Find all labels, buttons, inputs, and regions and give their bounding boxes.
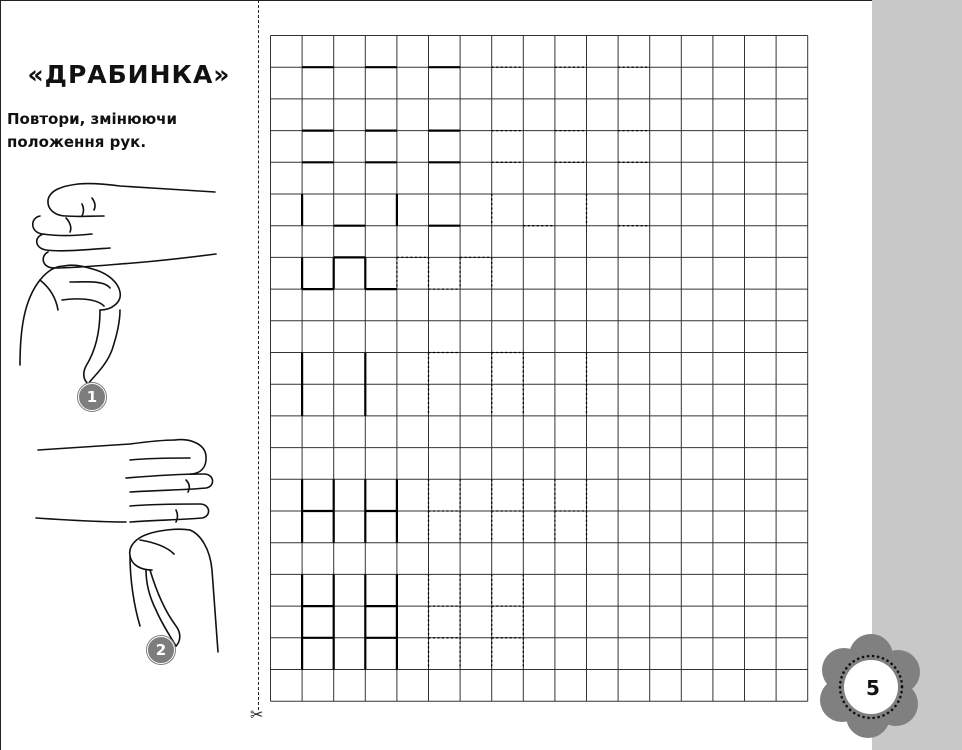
instruction-line-1: Повтори, змінюючи <box>7 110 177 128</box>
hand-position-2-icon <box>36 440 218 652</box>
instruction-line-2: положення рук. <box>7 133 147 151</box>
page-title: «ДРАБИНКА» <box>27 60 231 89</box>
hand-position-1-icon <box>20 184 216 384</box>
cut-line <box>258 0 259 710</box>
grid-lines <box>271 36 808 702</box>
step-2-badge: 2 <box>147 636 175 664</box>
page-number: 5 <box>866 676 880 700</box>
tracing-grid <box>270 35 810 703</box>
hands-illustration <box>0 170 250 670</box>
scissors-icon: ✂ <box>250 705 264 724</box>
step-1-badge: 1 <box>78 383 106 411</box>
instruction-text <box>7 108 237 154</box>
page-border-top <box>0 0 872 1</box>
tracing-pattern-solid <box>302 67 460 669</box>
